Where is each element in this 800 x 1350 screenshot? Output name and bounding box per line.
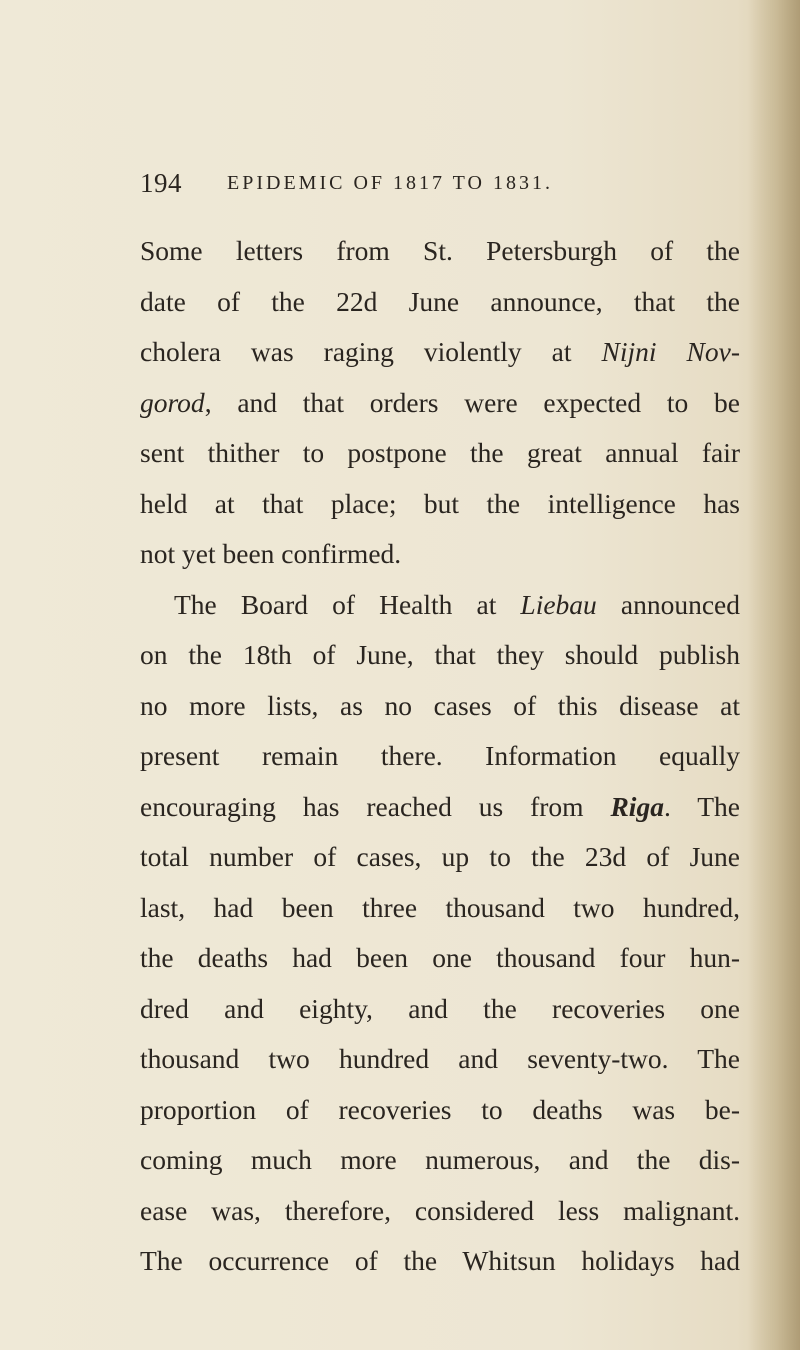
text-line: proportion of recoveries to deaths was be- — [140, 1093, 740, 1125]
text-line: gorod, and that orders were expected to be — [140, 386, 740, 418]
text-line: dred and eighty, and the recoveries one — [140, 992, 740, 1024]
text-line: thousand two hundred and seventy-two. The — [140, 1043, 740, 1074]
text-line: coming much more numerous, and the dis- — [140, 1144, 740, 1175]
page-number: 194 — [140, 168, 182, 198]
text-line: held at that place; but the intelligence has — [140, 487, 740, 519]
place-name-italic: gorod — [140, 386, 205, 418]
text-line: Some letters from St. Petersburgh of the — [140, 235, 740, 266]
place-name-italic: Nijni Nov- — [601, 336, 740, 367]
text-line: ease was, therefore, considered less malignant. — [140, 1194, 740, 1226]
text-line: the deaths had been one thousand four hun- — [140, 942, 740, 973]
place-name-italic: Liebau — [520, 588, 597, 620]
text-line: The Board of Health at Liebau announced — [174, 588, 740, 620]
text-line: The occurrence of the Whitsun holidays had — [140, 1245, 740, 1276]
text-line: not yet been confirmed. — [140, 538, 402, 569]
place-name-bold-italic: Riga — [610, 790, 664, 822]
text-line: encouraging has reached us from Riga. The — [140, 790, 740, 822]
running-head-title: EPIDEMIC OF 1817 TO 1831. — [227, 172, 553, 194]
text-line: last, had been three thousand two hundred, — [140, 891, 740, 923]
text-line: sent thither to postpone the great annual fair — [140, 437, 740, 468]
text-line: total number of cases, up to the 23d of June — [140, 841, 740, 872]
running-head — [140, 168, 740, 198]
text-line: cholera was raging violently at Nijni Nov- — [140, 336, 740, 367]
body-text — [140, 226, 740, 1287]
text-line: date of the 22d June announce, that the — [140, 285, 740, 317]
text-line: present remain there. Information equally — [140, 740, 740, 771]
text-line: no more lists, as no cases of this disease at — [140, 689, 740, 721]
page-edge-shadow — [748, 0, 800, 1350]
text-line: on the 18th of June, that they should publish — [140, 639, 740, 670]
